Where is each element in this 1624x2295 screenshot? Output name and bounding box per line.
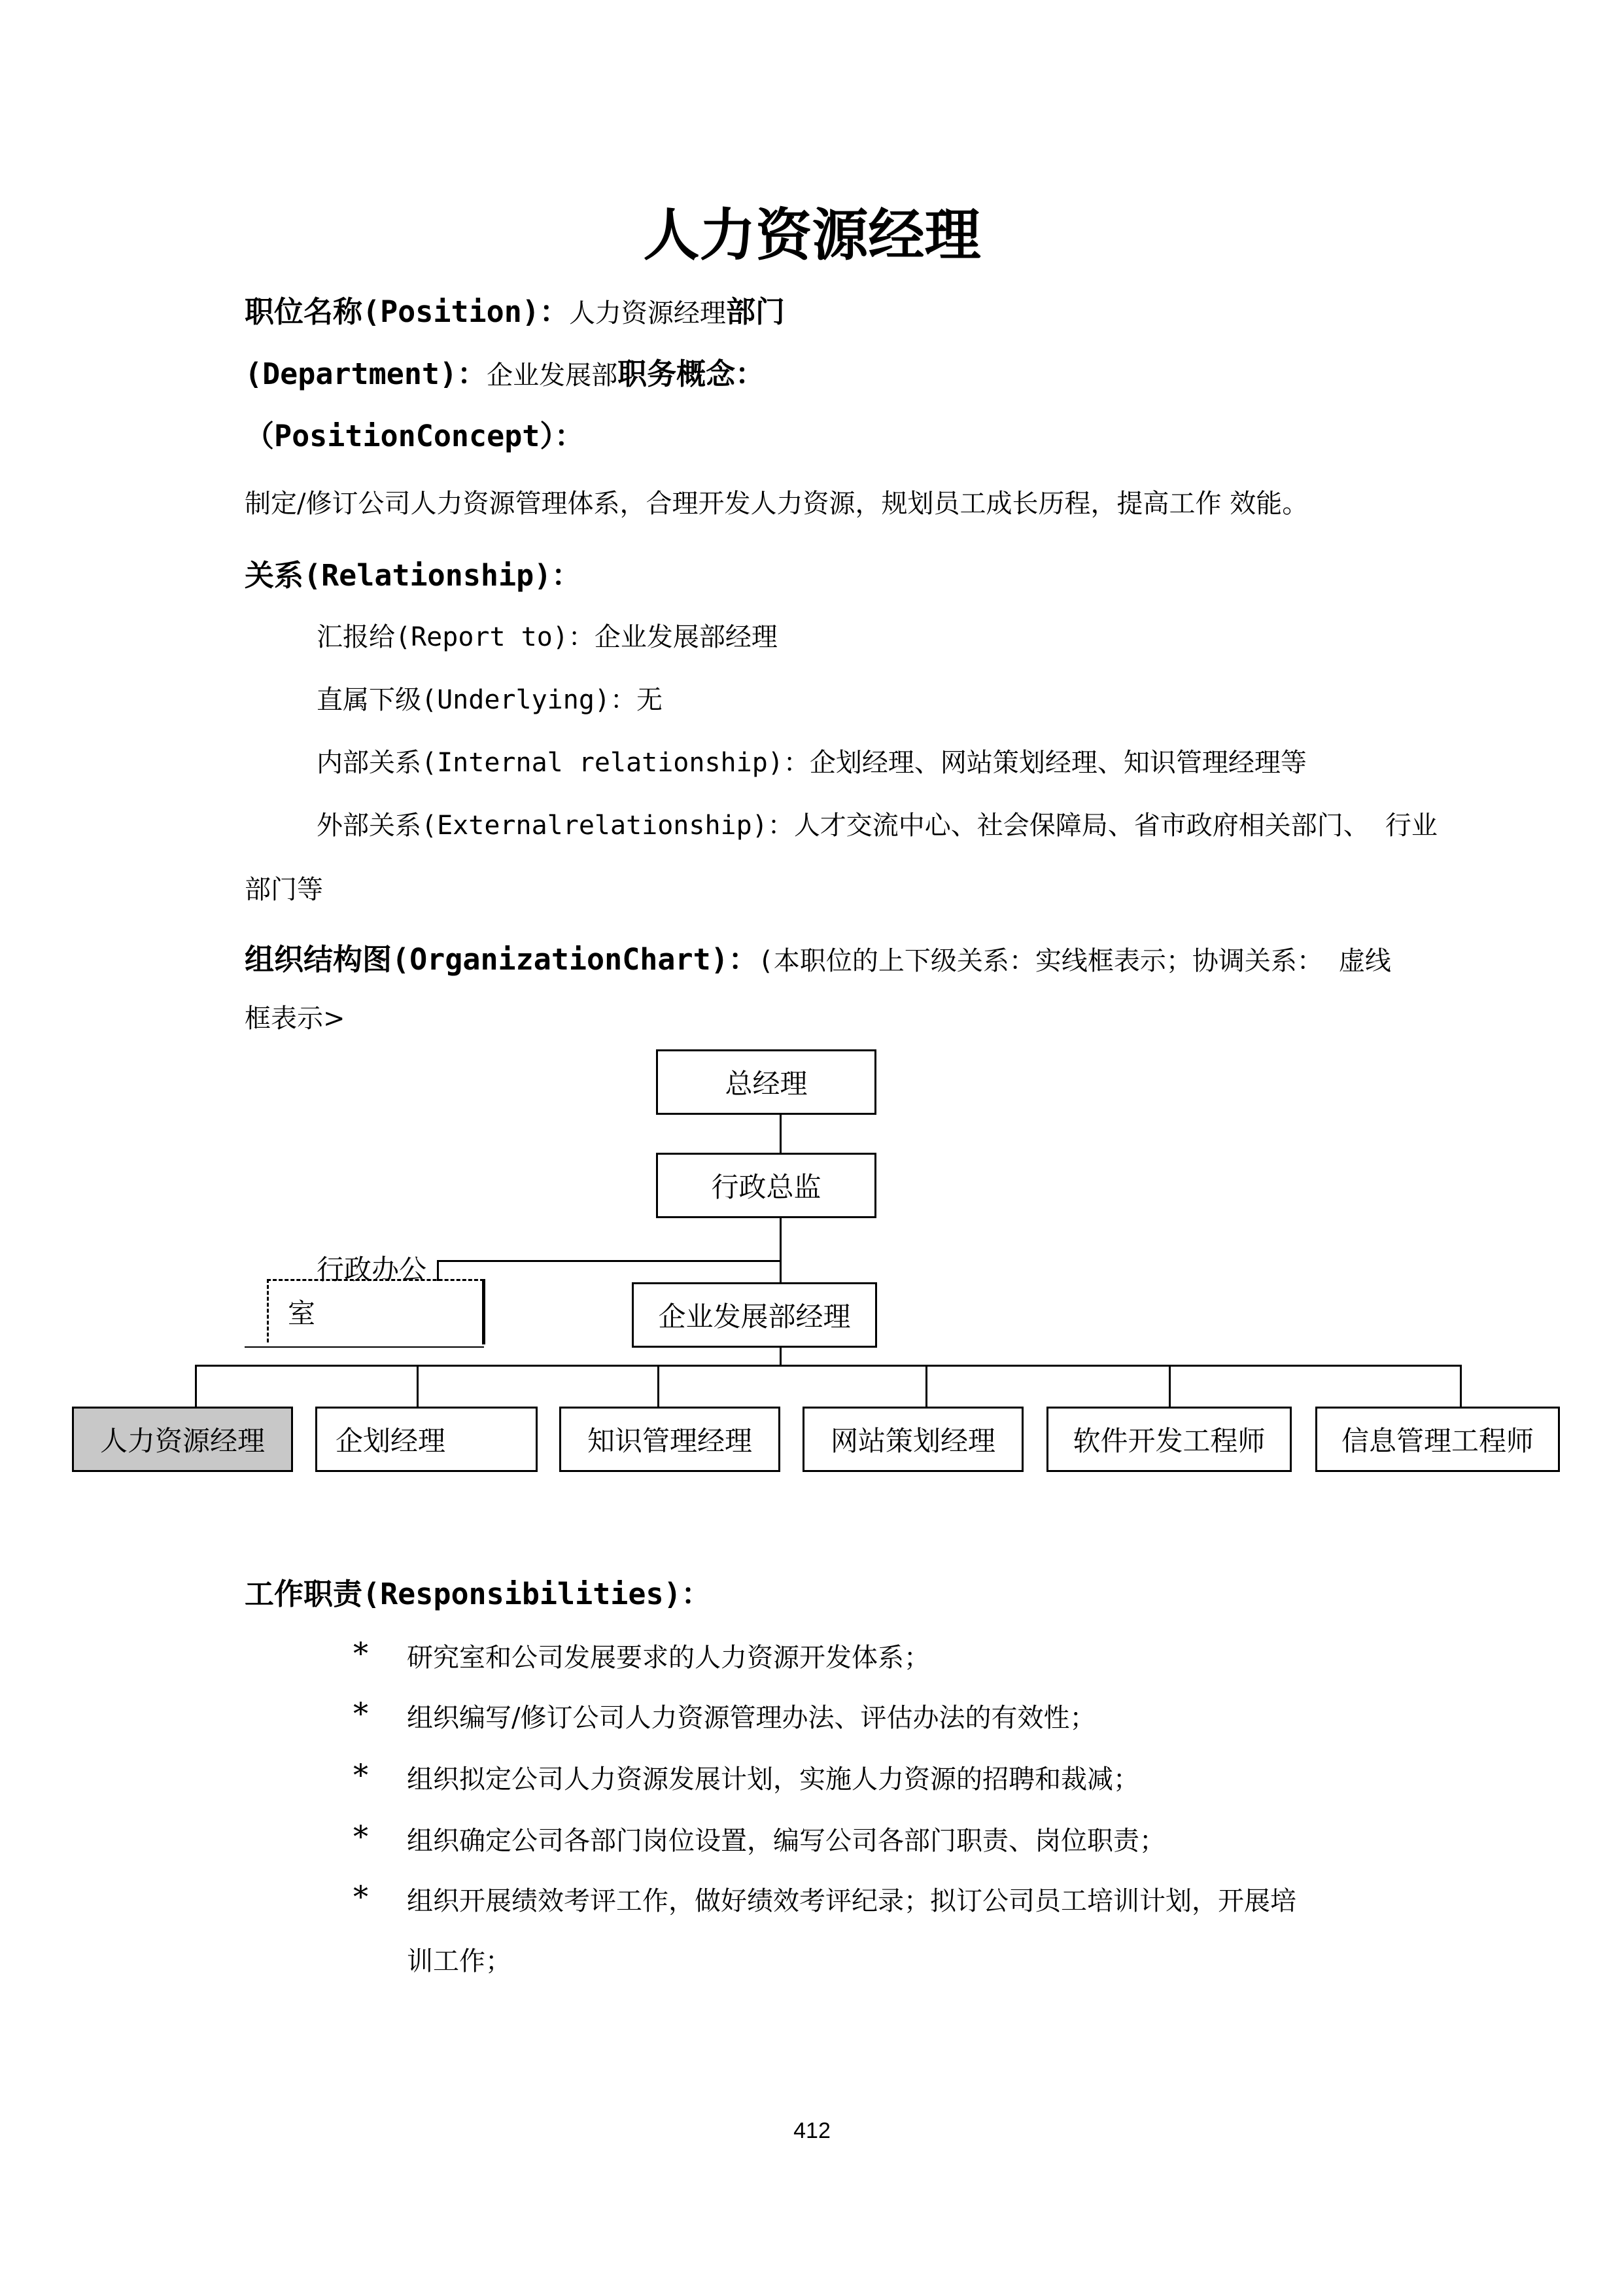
bus-line [195,1365,1462,1367]
underlying-label: 直属下级(Underlying)： [317,685,636,715]
connector-dir-dev [780,1217,782,1285]
internal-label: 内部关系(Internal relationship)： [317,748,810,778]
bullet: * [353,1879,368,1914]
position-line [245,288,785,330]
org-chart-label: 组织结构图(OrganizationChart)： [245,942,758,977]
department-label-a: 部门 [725,294,785,329]
drop-6 [1460,1365,1462,1408]
org-box-software-engineer: 软件开发工程师 [1046,1407,1292,1472]
relationship-label: 关系(Relationship)： [245,558,581,593]
bullet: * [353,1819,368,1854]
org-chart-note-2: 框表示> [245,1004,345,1034]
report-to-value: 企业发展部经理 [594,622,778,652]
drop-5 [1169,1365,1171,1408]
page-number: 412 [793,2118,831,2143]
connector-gm-dir [780,1113,782,1154]
org-chart-note-1: (本职位的上下级关系：实线框表示；协调关系： 虚线 [757,946,1391,976]
list-item: 组织拟定公司人力资源发展计划，实施人力资源的招聘和裁减； [407,1764,1139,1795]
org-chart-line [245,936,1391,978]
connector-dev-bus [780,1346,782,1366]
org-box-knowledge-manager: 知识管理经理 [559,1407,780,1472]
list-item: 组织确定公司各部门岗位设置，编写公司各部门职责、岗位职责； [407,1826,1166,1856]
report-to-line [317,616,778,654]
department-label-b: (Department)： [245,357,487,391]
department-line [245,350,765,393]
org-box-dev-manager: 企业发展部经理 [632,1282,877,1348]
connector-admin-office [437,1260,782,1262]
list-item: 组织开展绩效考评工作，做好绩效考评纪录；拟订公司员工培训计划，开展培 [407,1886,1296,1916]
admin-office-label-2: 室 [288,1297,316,1329]
org-box-hr-manager: 人力资源经理 [72,1407,293,1472]
internal-line [317,742,1307,779]
drop-4 [925,1365,927,1408]
list-item-continuation: 训工作； [407,1946,511,1976]
list-item: 研究室和公司发展要求的人力资源开发体系； [407,1643,930,1673]
concept-text: 制定/修订公司人力资源管理体系，合理开发人力资源，规划员工成长历程，提高工作 效能。 [245,489,1309,519]
list-item: 组织编写/修订公司人力资源管理办法、评估办法的有效性； [407,1703,1096,1733]
concept-label-b: （PositionConcept）： [245,419,584,453]
internal-value: 企划经理、网站策划经理、知识管理经理等 [809,748,1307,778]
page-title: 人力资源经理 [643,203,981,268]
drop-3 [657,1365,659,1408]
drop-2 [417,1365,419,1408]
org-box-planning-manager: 企划经理 [315,1407,538,1472]
position-label: 职位名称(Position)： [245,294,569,329]
department-value: 企业发展部 [487,360,618,391]
external-value-2: 部门等 [245,875,323,905]
admin-office-bottom-edge [245,1346,484,1348]
connector-admin-office-drop [437,1260,439,1281]
position-value: 人力资源经理 [568,298,726,328]
report-to-label: 汇报给(Report to)： [317,622,595,652]
drop-1 [195,1365,197,1408]
bullet: * [353,1636,368,1671]
org-box-info-engineer: 信息管理工程师 [1315,1407,1560,1472]
underlying-line [317,679,663,716]
org-box-gm: 总经理 [656,1049,876,1115]
responsibilities-label: 工作职责(Responsibilities)： [245,1577,711,1611]
concept-label: 职务概念： [617,357,765,391]
admin-office-label-1: 行政办公 [317,1248,426,1288]
external-label: 外部关系(Externalrelationship)： [317,811,794,841]
admin-office-right-edge [482,1279,485,1344]
org-box-admin-director: 行政总监 [656,1153,876,1218]
external-line [317,805,1438,842]
external-value-1: 人才交流中心、社会保障局、省市政府相关部门、 行业 [793,811,1438,841]
bullet: * [353,1696,368,1731]
underlying-value: 无 [636,685,663,715]
org-box-website-manager: 网站策划经理 [803,1407,1024,1472]
bullet: * [353,1757,368,1793]
